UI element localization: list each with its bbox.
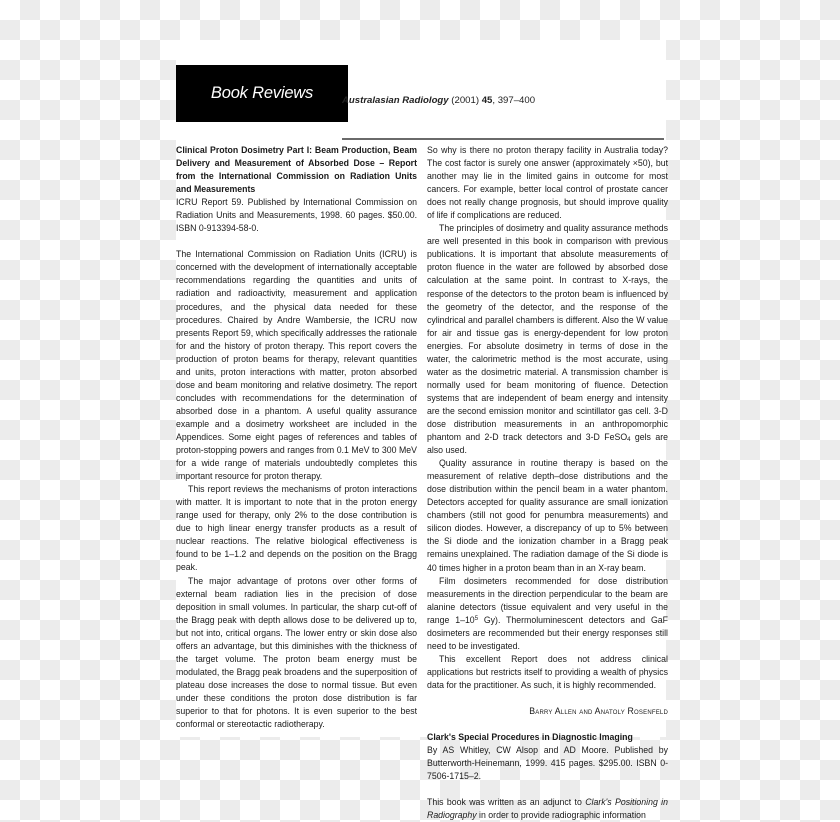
review-paragraph: This book was written as an adjunct to Clark's Positioning in Radiography in order to provide radiographic information [427,797,668,821]
review-signature: Barry Allen and Anatoly Rosenfeld [529,705,668,716]
review-title: Clark's Special Procedures in Diagnostic Imaging [427,732,633,743]
review-paragraph: This excellent Report does not address clinical applications but restricts itself to providing a wealth of physics data for the practitioner. As such, it is highly recommended. [427,653,668,690]
review-paragraph: The major advantage of protons over other forms of external beam radiation lies in the precision of dose deposition in small volumes. In particular, the sharp cut-off of the Bragg peak with depth allows dose to be delivered up to, but not into, critical organs. The lower entry or skin dose also offers an advantage, but this diminishes with the thickness of the target volume. The proton beam energy must be modulated, the Bragg peak broadens and the superposition of plateau dose increases the dose to normal tissue. But even under these conditions the proton dose distribution is far superior to that for photons. It is even superior to the best conformal or stereotactic radiotherapy. [176,575,417,730]
section-header-box [176,65,348,122]
review-paragraph: Quality assurance in routine therapy is based on the measurement of relative depth–dose distributions and the dose distribution within the pencil beam in a water phantom. Detectors accepted for quality assurance are small ionization chambers (still not good for penumbra measurements) and silicon diodes. However, a discrepancy of up to 5% between the Si diode and the ionization chamber in a Bragg peak remains unexplained. The radiation damage of the Si diode is 40 times higher in a proton beam than in an X-ray beam. [427,458,668,573]
review-paragraph: The principles of dosimetry and quality assurance methods are well presented in this book in comparison with previous publications. It is important that absolute measurements of proton fluence in the water are followed by absorbed dose calculation at the same point. In contrast to X-rays, the response of the detectors to the proton beam is influenced by the geometry of the detector, and the response of the cylindrical and parallel chambers is different. Also the W value for air and tissue gas is energy-dependent for low proton energies. For absolute dosimetry in terms of dose in the water, the calorimetric method is the most accurate, using water as the dosimetric material. A transmission chamber is normally used for beam monitoring of fluence. Detection systems that are independent of beam energy and intensity are the second emission monitor and scintillator gas cell. 3-D dose distribution measurements in an anthropomorphic phantom and 2-D track detectors and 3-D FeSO$_4$ gels are also used. [427,223,668,456]
review-paragraph-continued: So why is there no proton therapy facility in Australia today? The cost factor is surely one answer (approximately ×50), but another may lie in the limited gains in outcome for most cancers. For example, better local control of prostate cancer does not really change prognosis, but should improve quality of life if complications are reduced. [427,145,668,221]
journal-name: Australasian Radiology [342,95,449,106]
review-paragraph: This report reviews the mechanisms of proton interactions with matter. It is important to note that in the proton energy range used for therapy, only 2% to the dose contribution is due to high linear energy transfer products as a result of nuclear reactions. The relative biological effectiveness is found to be 1–1.2 and depends on the position on the Bragg peak. [176,484,417,573]
journal-volume: 45 [481,95,493,106]
right-column [427,144,668,822]
review-citation: By AS Whitley, CW Alsop and AD Moore. Published by Butterworth-Heinemann, 1999. 415 pages. $295.00. ISBN 0-7506-1715–2. [427,745,668,782]
header-rule [342,138,664,140]
journal-year: (2001) [451,95,480,106]
journal-citation [342,95,535,106]
review-citation: ICRU Report 59. Published by International Commission on Radiation Units and Measurements, 1998. 60 pages. $50.00. ISBN 0-913394-58-0. [176,197,417,234]
journal-pages: , 397–400 [492,95,536,106]
document-page [176,40,669,821]
review-title: Clinical Proton Dosimetry Part I: Beam Production, Beam Delivery and Measurement of Absorbed Dose – Report from the International Commission on Radiation Units and Measurements [176,145,417,195]
left-column [176,144,417,731]
review-paragraph: Film dosimeters recommended for dose distribution measurements in the direction perpendicular to the beam are alanine detectors (tissue equivalent and very useful in the range $1-10^5$ Gy). Thermoluminescent detectors and GaF dosimeters are recommended but their energy responses still need to be investigated. [427,575,669,651]
review-paragraph: The International Commission on Radiation Units (ICRU) is concerned with the development of internationally acceptable recommendations regarding the quantities and units of radiation and radioactivity, measurement and application procedures, and the physical data needed for these procedures. Chaired by Andre Wambersie, the ICRU now presents Report 59, which specifically addresses the rationale for and the history of proton therapy. This report covers the production of proton beams for therapy, relevant quantities and units, proton interactions with matter, proton absorbed dose and beam monitoring and relative dosimetry. The report concludes with recommendations for the determination of absorbed dose in a phantom. A useful quality assurance example and a dosimetry worksheet are included in the Appendices. Some eight pages of references and tables of proton-stopping powers and ranges from 0.1 MeV to 300 MeV for a wide range of materials undoubtedly completes this important resource for proton therapy. [176,249,417,482]
section-label: Book Reviews [210,84,314,102]
